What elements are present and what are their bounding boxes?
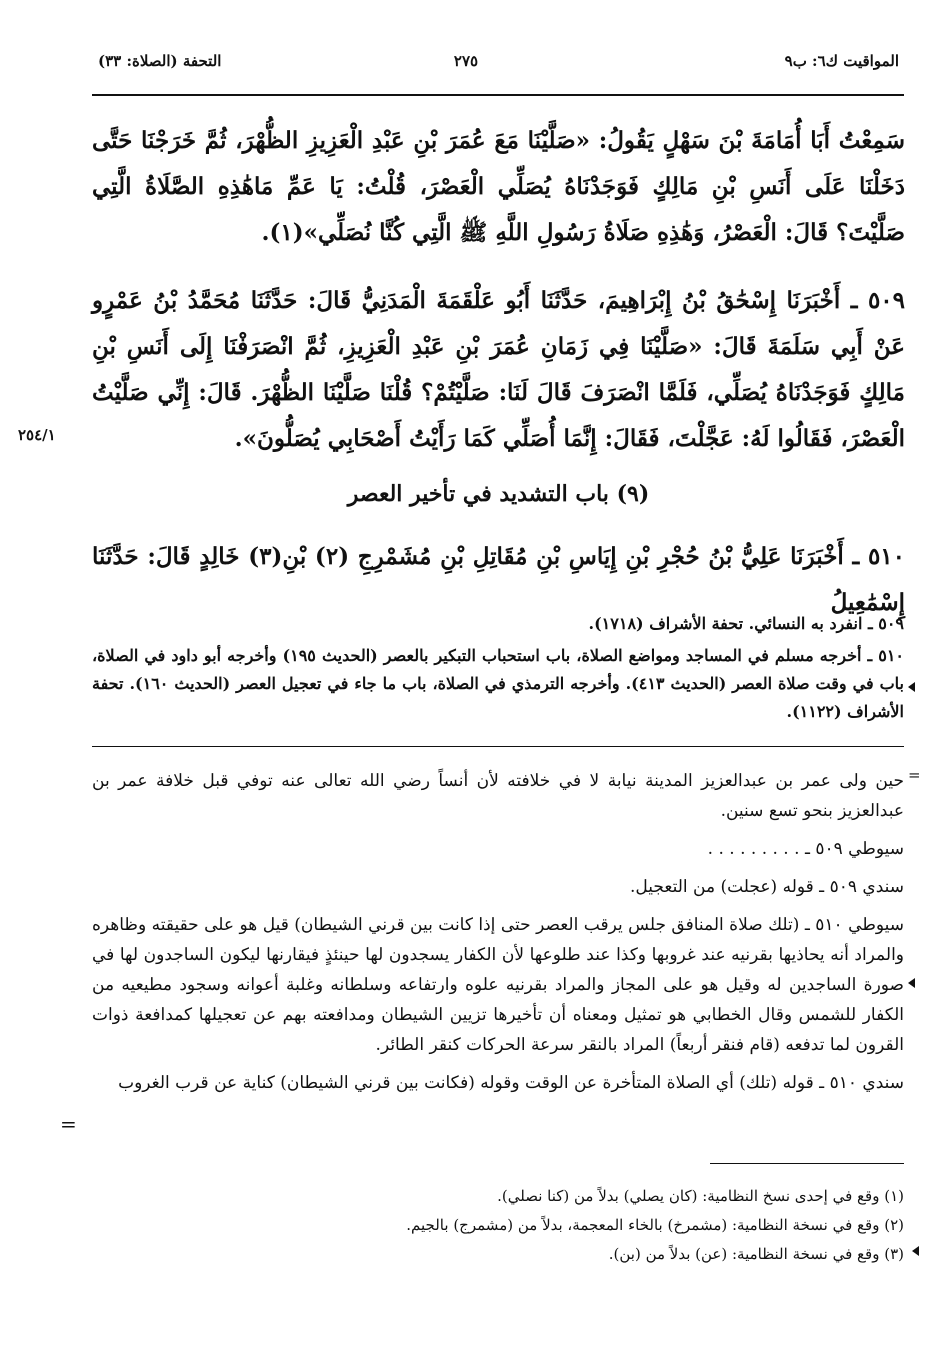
footnote-3: (٣) وقع في نسخة النظامية: (عن) بدلاً من (بن). — [608, 1245, 904, 1263]
hadith-508-tail: سَمِعْتُ أَبَا أُمَامَةَ بْنَ سَهْلٍ يَقُولُ: «صَلَّيْنَا مَعَ عُمَرَ بْنِ عَبْدِ الْعَزِيزِ الظُّهْرَ، ثُمَّ خَرَجْنَا حَتَّى دَخَلْنَا عَلَى أَنَسِ بْنِ مَالِكٍ فَوَجَدْنَاهُ يُصَلِّي الْعَصْرَ، قُلْتُ: يَا عَمِّ مَاهَٰذِهِ الصَّلَاةُ الَّتِي صَلَّيْتَ؟ قَالَ: الْعَصْرُ، وَهَٰذِهِ صَلَاةُ رَسُولِ اللَّهِ ﷺ الَّتِي كُنَّا نُصَلِّي»(١). — [92, 127, 905, 246]
header-rule — [92, 94, 904, 96]
footnotes — [92, 1182, 904, 1269]
chapter-heading: (٩) باب التشديد في تأخير العصر — [347, 481, 650, 507]
commentary-dots: . . . . . . . . . — [707, 839, 800, 859]
commentary-suyuti-509: سيوطي ٥٠٩ ـ . . . . . . . . . — [707, 839, 904, 859]
margin-arrow-mark — [912, 1246, 919, 1256]
hadith-510: ٥١٠ ـ أَخْبَرَنَا عَلِيُّ بْنُ حُجْرِ بْنِ إِيَاسِ بْنِ مُقَاتِلِ بْنِ مُشَمْرِجِ (٢) بْنِ(٣) خَالِدٍ قَالَ: حَدَّثَنَا إِسْمَٰعِيلُ — [92, 543, 905, 616]
footnote-2: (٢) وقع في نسخة النظامية: (مشمرخ) بالخاء المعجمة، بدلاً من (مشمرج) بالجيم. — [406, 1216, 904, 1234]
hadith-509: ٥٠٩ ـ أَخْبَرَنَا إِسْحَٰقُ بْنُ إِبْرَاهِيمَ، حَدَّثَنَا أَبُو عَلْقَمَةَ الْمَدَنِيُّ قَالَ: حَدَّثَنَا مُحَمَّدُ بْنُ عَمْرٍو عَنْ أَبِي سَلَمَةَ قَالَ: «صَلَّيْنَا فِي زَمَانِ عُمَرَ بْنِ عَبْدِ الْعَزِيزِ، ثُمَّ انْصَرَفْنَا إِلَى أَنَسِ بْنِ مَالِكٍ فَوَجَدْنَاهُ يُصَلِّي، فَلَمَّا انْصَرَفَ قَالَ لَنَا: صَلَّيْتُمْ؟ قُلْنَا صَلَّيْنَا الظُّهْرَ. قَالَ: إِنِّي صَلَّيْتُ الْعَصْرَ، فَقَالُوا لَهُ: عَجَّلْتَ، فَقَالَ: إِنَّمَا أُصَلِّي كَمَا رَأَيْتُ أَصْحَابِي يُصَلُّونَ». — [92, 287, 905, 452]
commentary-continuation: حين ولى عمر بن عبدالعزيز المدينة نيابة لا في خلافته لأن أنساً رضي الله تعالى عنه توفي قبل خلافة عمر بن عبدالعزيز بنحو تسع سنين. — [92, 771, 904, 821]
margin-arrow-mark — [908, 682, 915, 692]
takhrij-509: ٥٠٩ ـ انفرد به النسائي. تحفة الأشراف (١٧١٨). — [588, 614, 904, 633]
margin-equals-mark: = — [60, 1112, 77, 1136]
page-number: ٢٧٥ — [453, 52, 479, 70]
margin-arrow-mark — [908, 978, 915, 988]
running-header-chapter: المواقيت ك٦: ب٩ — [784, 52, 899, 70]
commentary-sindi-510: سندي ٥١٠ ـ قوله (تلك) أي الصلاة المتأخرة عن الوقت وقوله (فكانت بين قرني الشيطان) كناية عن قرب الغروب — [118, 1073, 904, 1093]
footnote-1: (١) وقع في إحدى نسخ النظامية: (كان يصلي) بدلاً من (كنا نصلي). — [497, 1187, 904, 1205]
commentary-rule — [92, 746, 904, 747]
margin-equals-mark: = — [908, 766, 921, 784]
takhrij-notes — [92, 610, 904, 730]
commentary-sindi-509: سندي ٥٠٩ ـ قوله (عجلت) من التعجيل. — [630, 877, 904, 897]
margin-volume-reference: ٢٥٤/١ — [18, 426, 56, 444]
commentary-section — [92, 766, 904, 1106]
running-header-tuhfa: التحفة (الصلاة: ٣٣) — [98, 52, 222, 70]
footnote-rule — [710, 1163, 904, 1164]
commentary-suyuti-510: سيوطي ٥١٠ ـ (تلك صلاة المنافق جلس يرقب العصر حتى إذا كانت بين قرني الشيطان) قيل هو على حقيقته وظاهره والمراد أنه يحاذيها بقرنيه عند غروبها وكذا عند طلوعها لأن الكفار يسجدون لها حينئذٍ فيقارنها ليكون الساجدون لها في صورة الساجدين له وقيل هو على المجاز والمراد بقرنيه علوه وارتفاعه وسلطانه وغلبة أعوانه وسجود مطيعيه من الكفار للشمس وقال الخطابي هو تمثيل ومعناه أن تأخيرها تزيين الشيطان ومدافعته بهم عن تعجيلها كمدافعة ذوات القرون لما تدفعه (قام فنقر أربعاً) المراد بالنقر سرعة الحركات كنقر الطائر. — [92, 915, 905, 1055]
takhrij-510: ٥١٠ ـ أخرجه مسلم في المساجد ومواضع الصلاة، باب استحباب التبكير بالعصر (الحديث ١٩٥) وأخرجه أبو داود في الصلاة، باب في وقت صلاة العصر (الحديث ٤١٣). وأخرجه الترمذي في الصلاة، باب ما جاء في تعجيل العصر (الحديث ١٦٠). تحفة الأشراف (١١٢٢). — [92, 646, 905, 721]
